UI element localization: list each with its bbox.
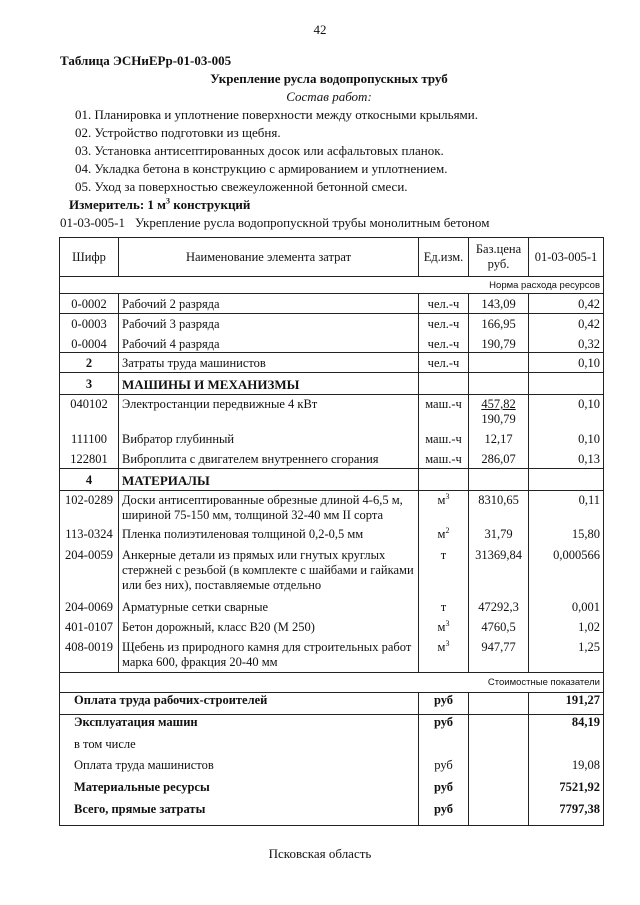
cell-unit: маш.-ч (419, 429, 469, 449)
total-unit: руб (419, 758, 469, 780)
works-title: Состав работ: (286, 89, 372, 104)
footer-region: Псковская область (268, 846, 372, 861)
cell-name: Бетон дорожный, класс В20 (М 250) (119, 617, 419, 637)
total-unit: руб (419, 715, 469, 737)
cell-unit: маш.-ч (419, 395, 469, 429)
work-item: 01. Планировка и уплотнение поверхности между откосными крыльями. (75, 107, 478, 122)
cell-unit: т (419, 545, 469, 597)
unit-sup: 3 (445, 491, 450, 501)
subtitle-code: 01-03-005-1 (60, 215, 125, 230)
cell-unit (419, 525, 469, 545)
cell-unit: чел.-ч (419, 353, 469, 373)
cell-norm: 0,32 (529, 334, 604, 353)
cell-name: Виброплита с двигателем внутреннего сгорания (119, 449, 419, 469)
total-empty (469, 715, 529, 737)
cell-name: Затраты труда машинистов (119, 353, 419, 373)
total-row (60, 802, 604, 826)
total-empty (469, 802, 529, 826)
total-empty (469, 737, 529, 758)
section-row-materials (60, 469, 604, 491)
total-empty (469, 780, 529, 802)
work-item: 04. Укладка бетона в конструкцию с армированием и уплотнением. (75, 161, 448, 176)
cell-norm: 0,10 (529, 395, 604, 429)
table-header (60, 238, 604, 277)
subtitle (60, 215, 489, 231)
total-name: Материальные ресурсы (60, 780, 419, 802)
cell-name: Рабочий 2 разряда (119, 294, 419, 314)
work-item: 05. Уход за поверхностью свежеуложенной бетонной смеси. (75, 179, 408, 194)
total-row (60, 780, 604, 802)
section-number: 4 (60, 469, 119, 491)
unit-text: м (437, 619, 446, 634)
resource-table (59, 237, 604, 826)
total-value: 84,19 (529, 715, 604, 737)
section-title: Укрепление русла водопропускных труб (210, 71, 448, 86)
table-row (60, 525, 604, 545)
table-row (60, 617, 604, 637)
unit-sup: 3 (445, 638, 450, 648)
header-unit: Ед.изм. (419, 238, 469, 277)
table-row (60, 395, 604, 429)
cell-price: 47292,3 (469, 597, 529, 617)
total-name: Оплата труда машинистов (60, 758, 419, 780)
cell-price (469, 353, 529, 373)
section-heading: МАТЕРИАЛЫ (119, 469, 419, 491)
cell-norm: 0,10 (529, 353, 604, 373)
total-row (60, 758, 604, 780)
cell-name: Доски антисептированные обрезные длиной 4-6,5 м, шириной 75-150 мм, толщиной 32-40 мм II сорта (119, 491, 419, 525)
cell-name: Арматурные сетки сварные (119, 597, 419, 617)
cell-norm: 0,42 (529, 314, 604, 334)
cell-price: 166,95 (469, 314, 529, 334)
unit-sup: 3 (445, 618, 450, 628)
price-primary: 457,82 (481, 397, 516, 411)
cell-norm: 0,11 (529, 491, 604, 525)
cell-price: 947,77 (469, 637, 529, 673)
cost-caption-row (60, 673, 604, 693)
cell-norm: 0,000566 (529, 545, 604, 597)
unit-text: м (437, 526, 446, 541)
cell-norm: 0,10 (529, 429, 604, 449)
cell-norm: 0,001 (529, 597, 604, 617)
cell-code: 0-0002 (60, 294, 119, 314)
table-row (60, 449, 604, 469)
total-name: в том числе (60, 737, 419, 758)
cell-code: 401-0107 (60, 617, 119, 637)
cell-code: 113-0324 (60, 525, 119, 545)
total-value (529, 737, 604, 758)
cell-unit: т (419, 597, 469, 617)
cell-price: 4760,5 (469, 617, 529, 637)
table-code: Таблица ЭСНиЕРр-01-03-005 (60, 53, 232, 68)
cell-unit: маш.-ч (419, 449, 469, 469)
page-number: 42 (313, 22, 327, 37)
cell-unit (419, 637, 469, 673)
meter-rest: конструкций (170, 197, 251, 212)
cell-unit (419, 617, 469, 637)
price-secondary: 190,79 (481, 412, 516, 426)
section-heading: МАШИНЫ И МЕХАНИЗМЫ (119, 373, 419, 395)
cell-unit (419, 491, 469, 525)
cell-name: Рабочий 4 разряда (119, 334, 419, 353)
total-empty (469, 693, 529, 715)
cell-norm: 15,80 (529, 525, 604, 545)
meter-label: Измеритель: 1 м (69, 197, 167, 212)
section-number: 3 (60, 373, 119, 395)
cell-price: 190,79 (469, 334, 529, 353)
table-row (60, 429, 604, 449)
header-price: Баз.цена руб. (469, 238, 529, 277)
subtitle-text: Укрепление русла водопропускной трубы монолитным бетоном (135, 215, 490, 230)
cell-price: 31369,84 (469, 545, 529, 597)
cell-price: 143,09 (469, 294, 529, 314)
cell-name: Вибратор глубинный (119, 429, 419, 449)
header-code: Шифр (60, 238, 119, 277)
total-empty (469, 758, 529, 780)
total-row (60, 715, 604, 737)
cell-norm: 0,42 (529, 294, 604, 314)
cell-name: Электростанции передвижные 4 кВт (119, 395, 419, 429)
total-name: Оплата труда рабочих-строителей (60, 693, 419, 715)
cell-price: 31,79 (469, 525, 529, 545)
total-unit: руб (419, 693, 469, 715)
norm-caption-row (60, 277, 604, 294)
cell-unit: чел.-ч (419, 314, 469, 334)
table-row (60, 597, 604, 617)
cell-name: Пленка полиэтиленовая толщиной 0,2-0,5 мм (119, 525, 419, 545)
cell-norm: 0,13 (529, 449, 604, 469)
unit-sup: 2 (445, 525, 450, 535)
table-row (60, 545, 604, 597)
total-value: 7797,38 (529, 802, 604, 826)
total-value: 7521,92 (529, 780, 604, 802)
total-unit: руб (419, 780, 469, 802)
cell-code: 102-0289 (60, 491, 119, 525)
cell-unit: чел.-ч (419, 294, 469, 314)
total-unit (419, 737, 469, 758)
table-row (60, 294, 604, 314)
work-item: 03. Установка антисептированных досок или асфальтовых планок. (75, 143, 444, 158)
cell-code: 2 (60, 353, 119, 373)
cell-code: 111100 (60, 429, 119, 449)
total-name: Всего, прямые затраты (60, 802, 419, 826)
meter (69, 197, 250, 213)
work-item: 02. Устройство подготовки из щебня. (75, 125, 281, 140)
cell-norm: 1,02 (529, 617, 604, 637)
cell-price (469, 395, 529, 429)
total-row (60, 737, 604, 758)
total-value: 191,27 (529, 693, 604, 715)
cell-unit: чел.-ч (419, 334, 469, 353)
total-name: Эксплуатация машин (60, 715, 419, 737)
cell-code: 122801 (60, 449, 119, 469)
table-row (60, 314, 604, 334)
cell-code: 204-0069 (60, 597, 119, 617)
cell-price: 12,17 (469, 429, 529, 449)
cell-code: 040102 (60, 395, 119, 429)
total-value: 19,08 (529, 758, 604, 780)
total-row (60, 693, 604, 715)
total-unit: руб (419, 802, 469, 826)
cell-code: 0-0003 (60, 314, 119, 334)
cell-code: 204-0059 (60, 545, 119, 597)
unit-text: м (437, 493, 446, 507)
cell-norm: 1,25 (529, 637, 604, 673)
cell-price: 286,07 (469, 449, 529, 469)
cell-code: 408-0019 (60, 637, 119, 673)
cost-caption: Стоимостные показатели (60, 673, 604, 693)
section-row-machines (60, 373, 604, 395)
meter-sup: 3 (166, 196, 171, 206)
cell-name: Анкерные детали из прямых или гнутых круглых стержней с резьбой (в комплекте с шайбами и гайками или без них), поставляемые отдельно (119, 545, 419, 597)
cell-price: 8310,65 (469, 491, 529, 525)
unit-text: м (437, 639, 446, 654)
header-name: Наименование элемента затрат (119, 238, 419, 277)
table-row-drivers (60, 353, 604, 373)
table-row (60, 334, 604, 353)
table-row (60, 491, 604, 525)
cell-code: 0-0004 (60, 334, 119, 353)
header-norm: 01-03-005-1 (529, 238, 604, 277)
cell-name: Щебень из природного камня для строительных работ марка 600, фракция 20-40 мм (119, 637, 419, 673)
table-row (60, 637, 604, 673)
cell-name: Рабочий 3 разряда (119, 314, 419, 334)
norm-caption: Норма расхода ресурсов (60, 277, 604, 294)
